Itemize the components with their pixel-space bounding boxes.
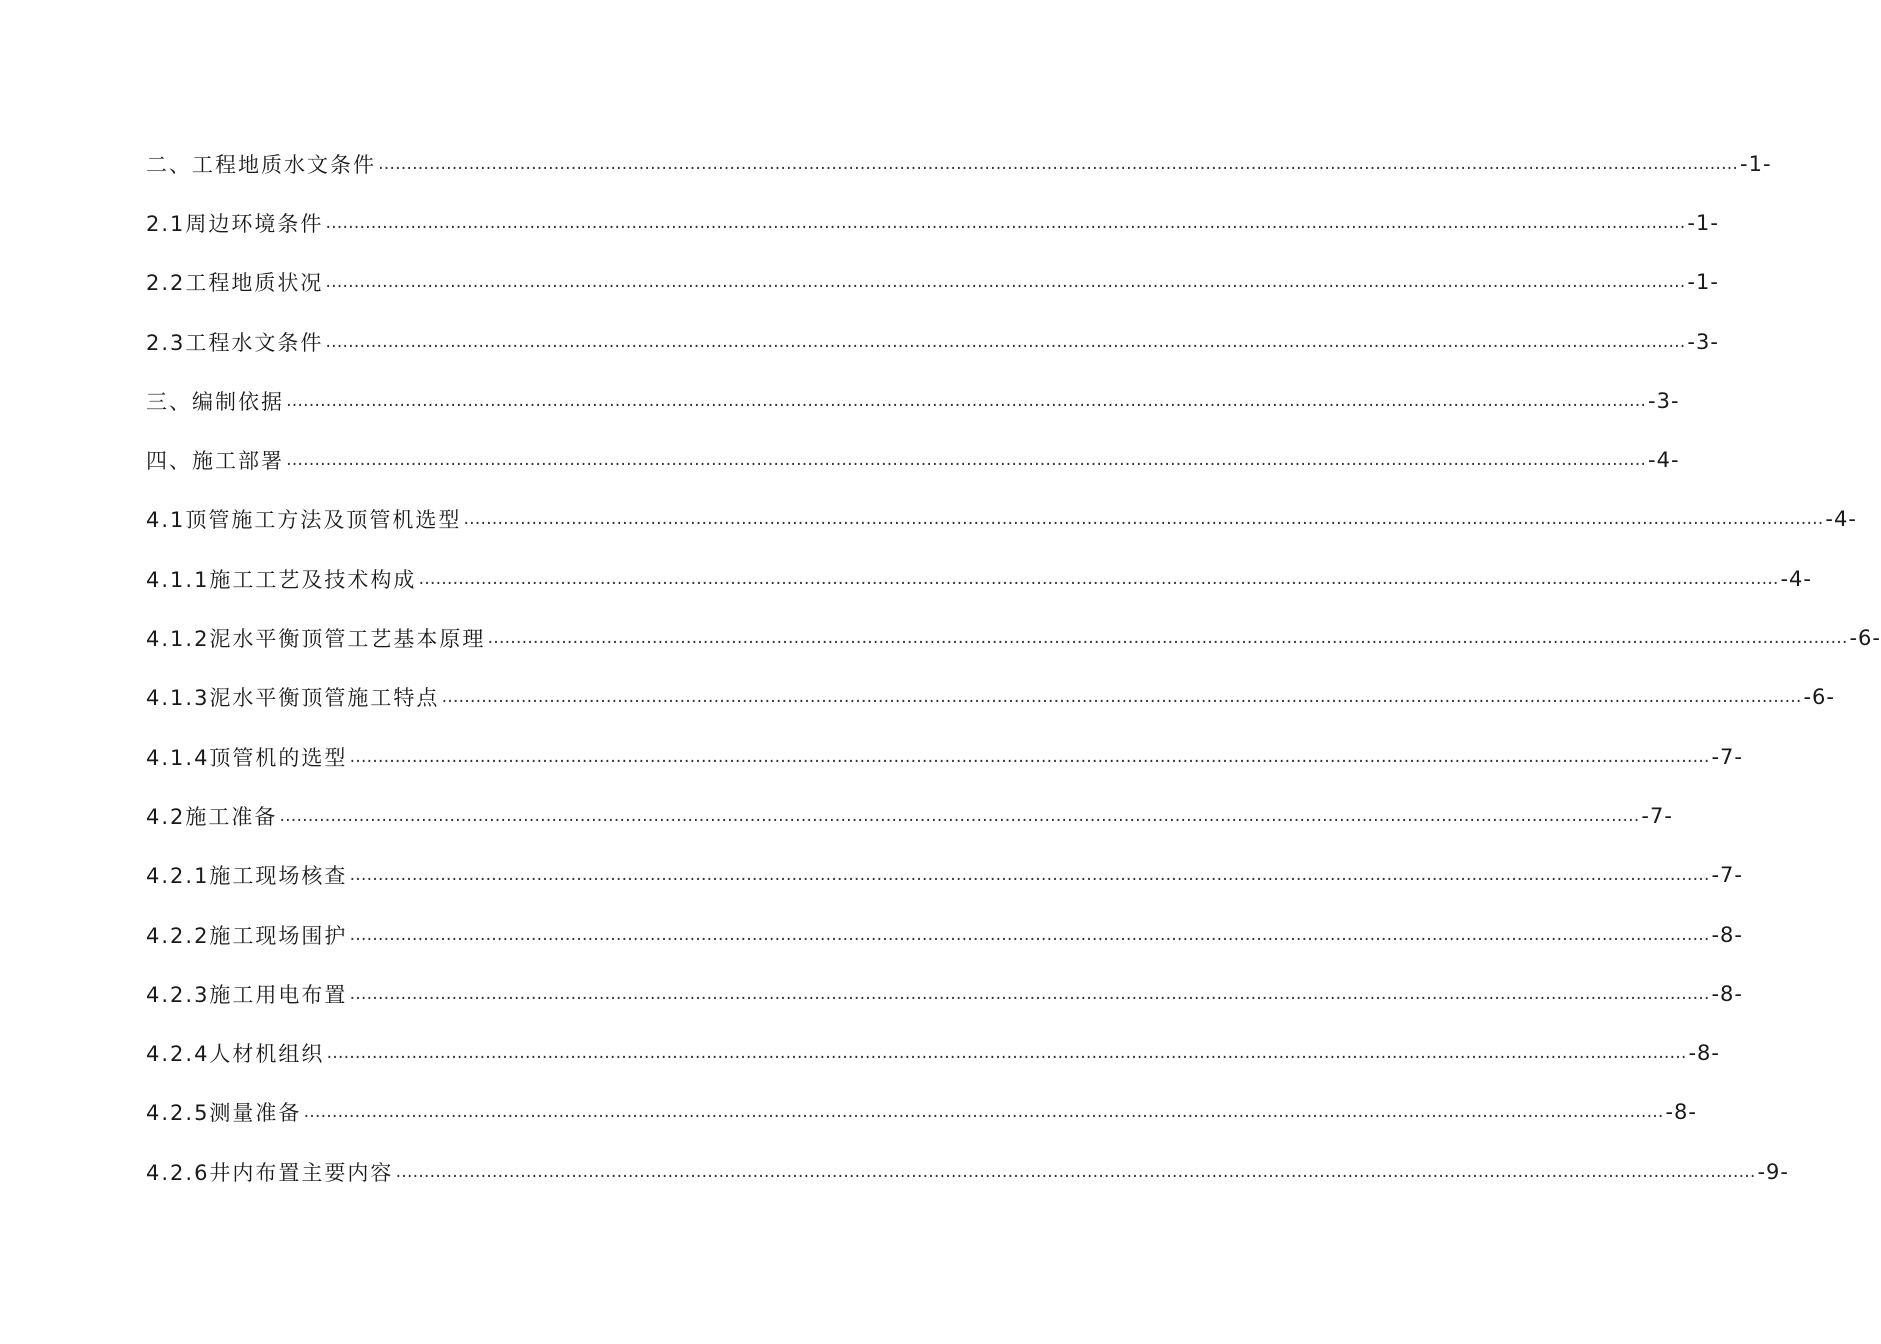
toc-entry-page: -1- <box>1740 151 1772 176</box>
toc-entry-page: -8- <box>1665 1100 1697 1125</box>
toc-entry[interactable] <box>146 786 1673 845</box>
toc-leader-dots: …………………………………………………………………………………………………………………………………………………………………………………………………………………… <box>441 687 1802 708</box>
toc-entry-page: -6- <box>1849 626 1881 651</box>
toc-leader-dots: …………………………………………………………………………………………………………………………………………………………………………………………………………………… <box>395 1161 1756 1182</box>
toc-entry-title: 4.2.4人材机组织 <box>146 1042 325 1067</box>
toc-entry[interactable] <box>146 1142 1789 1201</box>
toc-entry[interactable] <box>146 727 1743 786</box>
toc-entry-title: 4.2.1施工现场核查 <box>146 864 348 889</box>
toc-entry-page: -4- <box>1825 507 1857 532</box>
toc-entry[interactable] <box>146 668 1835 727</box>
toc-leader-dots: …………………………………………………………………………………………………………………………………………………………………………………………………………………… <box>378 153 1738 174</box>
toc-entry-title: 4.2.3施工用电布置 <box>146 982 348 1007</box>
toc-entry-page: -6- <box>1803 685 1835 710</box>
toc-entry[interactable] <box>146 964 1743 1023</box>
toc-entry[interactable] <box>146 253 1719 312</box>
toc-entry-title: 2.3工程水文条件 <box>146 330 324 355</box>
toc-entry[interactable] <box>146 312 1719 371</box>
toc-leader-dots: …………………………………………………………………………………………………………………………………………………………………………………………………………………… <box>418 568 1779 589</box>
toc-leader-dots: …………………………………………………………………………………………………………………………………………………………………………………………………………………… <box>325 331 1686 352</box>
toc-entry-title: 4.2.6井内布置主要内容 <box>146 1160 394 1185</box>
toc-entry-page: -3- <box>1687 329 1719 354</box>
toc-leader-dots: …………………………………………………………………………………………………………………………………………………………………………………………………………………… <box>325 212 1686 233</box>
toc-entry[interactable] <box>146 490 1857 549</box>
toc-entry[interactable] <box>146 1023 1720 1082</box>
toc-entry-title: 2.2工程地质状况 <box>146 271 324 296</box>
toc-leader-dots: …………………………………………………………………………………………………………………………………………………………………………………………………………………… <box>349 746 1710 767</box>
toc-entry[interactable] <box>146 608 1881 667</box>
toc-entry-page: -7- <box>1711 744 1743 769</box>
toc-entry-title: 三、编制依据 <box>146 389 284 414</box>
toc-entry-title: 四、施工部署 <box>146 449 284 474</box>
toc-leader-dots: …………………………………………………………………………………………………………………………………………………………………………………………………………………… <box>487 628 1848 649</box>
toc-entry-title: 4.2施工准备 <box>146 804 278 829</box>
toc-entry-page: -7- <box>1711 863 1743 888</box>
toc-entry-title: 4.1顶管施工方法及顶管机选型 <box>146 508 462 533</box>
toc-entry-page: -7- <box>1641 803 1673 828</box>
toc-entry-title: 2.1周边环境条件 <box>146 211 324 236</box>
toc-leader-dots: …………………………………………………………………………………………………………………………………………………………………………………………………………………… <box>303 1102 1664 1123</box>
table-of-contents <box>146 134 1881 1201</box>
toc-entry-page: -8- <box>1688 1041 1720 1066</box>
toc-entry-title: 4.1.4顶管机的选型 <box>146 745 348 770</box>
toc-entry-title: 4.1.3泥水平衡顶管施工特点 <box>146 686 440 711</box>
toc-leader-dots: …………………………………………………………………………………………………………………………………………………………………………………………………………………… <box>279 805 1640 826</box>
toc-entry-page: -8- <box>1711 981 1743 1006</box>
toc-entry[interactable] <box>146 134 1772 193</box>
toc-entry-page: -9- <box>1757 1159 1789 1184</box>
toc-entry[interactable] <box>146 905 1743 964</box>
toc-entry[interactable] <box>146 549 1812 608</box>
toc-entry-page: -4- <box>1780 566 1812 591</box>
toc-entry-page: -3- <box>1648 388 1680 413</box>
toc-entry[interactable] <box>146 371 1680 430</box>
toc-entry-title: 4.2.2施工现场围护 <box>146 923 348 948</box>
toc-entry-title: 4.1.2泥水平衡顶管工艺基本原理 <box>146 627 486 652</box>
toc-entry[interactable] <box>146 1083 1697 1142</box>
toc-leader-dots: …………………………………………………………………………………………………………………………………………………………………………………………………………………… <box>286 450 1646 471</box>
toc-leader-dots: …………………………………………………………………………………………………………………………………………………………………………………………………………………… <box>286 390 1646 411</box>
toc-leader-dots: …………………………………………………………………………………………………………………………………………………………………………………………………………………… <box>349 924 1710 945</box>
toc-entry[interactable] <box>146 193 1719 252</box>
toc-leader-dots: …………………………………………………………………………………………………………………………………………………………………………………………………………………… <box>463 509 1824 530</box>
toc-leader-dots: …………………………………………………………………………………………………………………………………………………………………………………………………………………… <box>326 1043 1687 1064</box>
toc-entry-title: 4.2.5测量准备 <box>146 1101 302 1126</box>
toc-entry-page: -8- <box>1711 922 1743 947</box>
toc-entry-page: -1- <box>1687 210 1719 235</box>
toc-entry[interactable] <box>146 430 1680 489</box>
toc-entry-title: 4.1.1施工工艺及技术构成 <box>146 567 417 592</box>
toc-entry-title: 二、工程地质水文条件 <box>146 152 376 177</box>
toc-leader-dots: …………………………………………………………………………………………………………………………………………………………………………………………………………………… <box>349 983 1710 1004</box>
toc-leader-dots: …………………………………………………………………………………………………………………………………………………………………………………………………………………… <box>325 272 1686 293</box>
toc-leader-dots: …………………………………………………………………………………………………………………………………………………………………………………………………………………… <box>349 865 1710 886</box>
toc-entry[interactable] <box>146 846 1743 905</box>
toc-entry-page: -4- <box>1648 448 1680 473</box>
toc-entry-page: -1- <box>1687 270 1719 295</box>
